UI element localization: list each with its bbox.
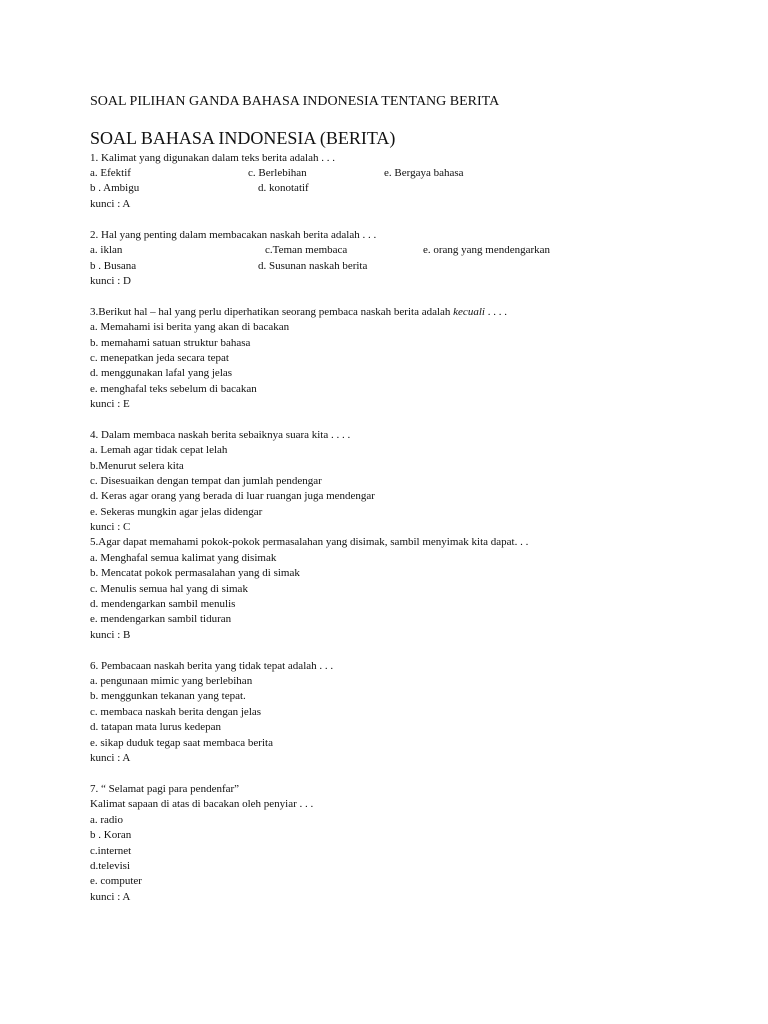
q6-answer-key: kunci : A — [90, 752, 131, 764]
q2-option-d: d. Susunan naskah berita — [258, 260, 368, 272]
q3-question-ellipsis: . . . . — [484, 306, 507, 318]
q1-option-c: c. Berlebihan — [248, 167, 307, 179]
q4-option-b: b.Menurut selera kita — [90, 460, 184, 472]
q7-option-e: e. computer — [90, 875, 142, 887]
q4-option-d: d. Keras agar orang yang berada di luar ruangan juga mendengar — [90, 490, 375, 502]
q5-option-b: b. Mencatat pokok permasalahan yang di simak — [90, 567, 300, 579]
q3-option-a: a. Memahami isi berita yang akan di bacakan — [90, 321, 290, 333]
q3-option-d: d. menggunakan lafal yang jelas — [90, 367, 233, 379]
q5-option-e: e. mendengarkan sambil tiduran — [90, 613, 232, 625]
q1-option-b: b . Ambigu — [90, 182, 140, 194]
q2-answer-key: kunci : D — [90, 275, 131, 287]
q7-option-a: a. radio — [90, 814, 123, 826]
q6-option-e: e. sikap duduk tegap saat membaca berita — [90, 737, 273, 749]
q2-option-a: a. iklan — [90, 244, 123, 256]
q1-answer-key: kunci : A — [90, 198, 131, 210]
q5-option-c: c. Menulis semua hal yang di simak — [90, 583, 248, 595]
question-4: 4. Dalam membaca naskah berita sebaiknya suara kita . . . . — [90, 429, 351, 441]
document-title: SOAL PILIHAN GANDA BAHASA INDONESIA TENTANG BERITA — [90, 94, 500, 109]
q6-option-a: a. pengunaan mimic yang berlebihan — [90, 675, 253, 687]
q7-option-b: b . Koran — [90, 829, 132, 841]
q3-option-b: b. memahami satuan struktur bahasa — [90, 337, 251, 349]
q3-question-text: 3.Berikut hal – hal yang perlu diperhatikan seorang pembaca naskah berita adalah — [90, 306, 454, 318]
q7-answer-key: kunci : A — [90, 891, 131, 903]
section-heading: SOAL BAHASA INDONESIA (BERITA) — [90, 128, 396, 148]
q3-question-exception: kecuali — [453, 306, 485, 318]
q1-option-d: d. konotatif — [258, 182, 309, 194]
q5-option-a: a. Menghafal semua kalimat yang disimak — [90, 552, 277, 564]
q7-option-d: d.televisi — [90, 860, 131, 872]
q6-option-b: b. menggunkan tekanan yang tepat. — [90, 690, 246, 702]
q4-option-a: a. Lemah agar tidak cepat lelah — [90, 444, 228, 456]
question-7: Kalimat sapaan di atas di bacakan oleh penyiar . . . — [90, 798, 314, 810]
q3-option-e: e. menghafal teks sebelum di bacakan — [90, 383, 257, 395]
q4-option-e: e. Sekeras mungkin agar jelas didengar — [90, 506, 263, 518]
q3-option-c: c. menepatkan jeda secara tepat — [90, 352, 229, 364]
q2-option-e: e. orang yang mendengarkan — [423, 244, 551, 256]
q1-option-e: e. Bergaya bahasa — [384, 167, 464, 179]
q2-option-b: b . Busana — [90, 260, 137, 272]
question-7-quote: 7. “ Selamat pagi para pendenfar” — [90, 783, 240, 795]
question-1: 1. Kalimat yang digunakan dalam teks berita adalah . . . — [90, 152, 335, 164]
q1-option-a: a. Efektif — [90, 167, 131, 179]
q6-option-d: d. tatapan mata lurus kedepan — [90, 721, 222, 733]
q4-option-c: c. Disesuaikan dengan tempat dan jumlah pendengar — [90, 475, 322, 487]
question-3 — [90, 306, 507, 319]
q2-option-c: c.Teman membaca — [265, 244, 348, 256]
q5-option-d: d. mendengarkan sambil menulis — [90, 598, 236, 610]
question-6: 6. Pembacaan naskah berita yang tidak tepat adalah . . . — [90, 660, 334, 672]
q5-answer-key: kunci : B — [90, 629, 131, 641]
q7-option-c: c.internet — [90, 845, 132, 857]
question-5: 5.Agar dapat memahami pokok-pokok permasalahan yang disimak, sambil menyimak kita dapat. . . — [90, 536, 529, 548]
q3-answer-key: kunci : E — [90, 398, 130, 410]
q6-option-c: c. membaca naskah berita dengan jelas — [90, 706, 262, 718]
q4-answer-key: kunci : C — [90, 521, 131, 533]
question-2: 2. Hal yang penting dalam membacakan naskah berita adalah . . . — [90, 229, 377, 241]
